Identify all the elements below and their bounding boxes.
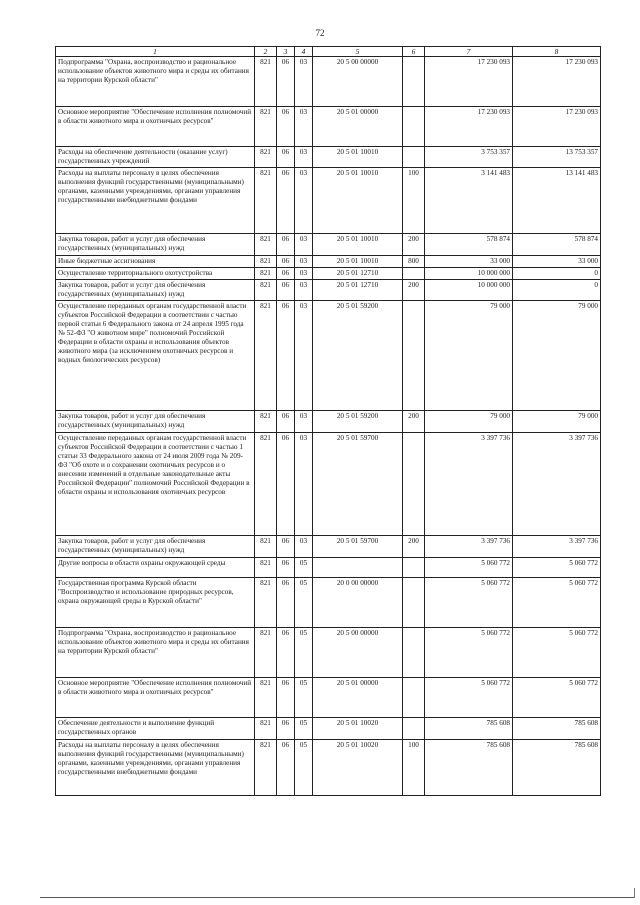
header-cell: 1: [56, 47, 255, 57]
target-article-cell: 20 5 01 10010: [313, 147, 403, 168]
target-article-cell: 20 5 01 00000: [313, 107, 403, 147]
subsection-cell: 05: [295, 578, 313, 628]
target-article-cell: 20 5 00 00000: [313, 628, 403, 678]
section-cell: 06: [277, 301, 295, 411]
admin-code-cell: 821: [255, 57, 277, 107]
section-cell: 06: [277, 433, 295, 536]
admin-code-cell: 821: [255, 107, 277, 147]
amount-year1-cell: 5 060 772: [425, 678, 513, 718]
section-cell: 06: [277, 107, 295, 147]
target-article-cell: 20 5 01 00000: [313, 678, 403, 718]
amount-year2-cell: 5 060 772: [513, 628, 601, 678]
subsection-cell: 03: [295, 536, 313, 558]
subsection-cell: 03: [295, 57, 313, 107]
amount-year2-cell: 33 000: [513, 256, 601, 268]
row-name-cell: Обеспечение деятельности и выполнение функций государственных органов: [56, 718, 255, 740]
expense-type-cell: [403, 57, 425, 107]
amount-year2-cell: 5 060 772: [513, 558, 601, 578]
subsection-cell: 03: [295, 433, 313, 536]
admin-code-cell: 821: [255, 558, 277, 578]
table-row: [56, 740, 601, 796]
expense-type-cell: [403, 578, 425, 628]
subsection-cell: 05: [295, 628, 313, 678]
amount-year1-cell: 17 230 093: [425, 57, 513, 107]
amount-year2-cell: 79 000: [513, 411, 601, 433]
row-name-cell: Государственная программа Курской области "Воспроизводство и использование природных ресурсов, охрана окружающей среды в Курской области": [56, 578, 255, 628]
header-cell: 4: [295, 47, 313, 57]
amount-year2-cell: 785 608: [513, 740, 601, 796]
expense-type-cell: 800: [403, 256, 425, 268]
header-cell: 2: [255, 47, 277, 57]
expense-type-cell: 100: [403, 168, 425, 234]
admin-code-cell: 821: [255, 678, 277, 718]
row-name-cell: Подпрограмма "Охрана, воспроизводство и рациональное использование объектов животного мира и среды их обитания на территории Курской области": [56, 628, 255, 678]
amount-year2-cell: 13 753 357: [513, 147, 601, 168]
table-row: [56, 301, 601, 411]
amount-year2-cell: 0: [513, 268, 601, 280]
amount-year1-cell: 3 397 736: [425, 536, 513, 558]
expense-type-cell: 200: [403, 411, 425, 433]
row-name-cell: Закупка товаров, работ и услуг для обеспечения государственных (муниципальных) нужд: [56, 536, 255, 558]
expense-type-cell: [403, 433, 425, 536]
table-row: [56, 168, 601, 234]
amount-year1-cell: 5 060 772: [425, 628, 513, 678]
subsection-cell: 03: [295, 411, 313, 433]
subsection-cell: 03: [295, 147, 313, 168]
target-article-cell: 20 5 01 10020: [313, 740, 403, 796]
amount-year1-cell: 5 060 772: [425, 558, 513, 578]
table-row: [56, 57, 601, 107]
header-cell: 6: [403, 47, 425, 57]
section-cell: 06: [277, 578, 295, 628]
expense-type-cell: [403, 718, 425, 740]
expense-type-cell: [403, 268, 425, 280]
section-cell: 06: [277, 411, 295, 433]
admin-code-cell: 821: [255, 718, 277, 740]
subsection-cell: 03: [295, 168, 313, 234]
expense-type-cell: [403, 107, 425, 147]
subsection-cell: 05: [295, 678, 313, 718]
table-row: [56, 628, 601, 678]
amount-year1-cell: 5 060 772: [425, 578, 513, 628]
amount-year1-cell: 3 141 483: [425, 168, 513, 234]
amount-year1-cell: 33 000: [425, 256, 513, 268]
expense-type-cell: [403, 301, 425, 411]
subsection-cell: 05: [295, 718, 313, 740]
admin-code-cell: 821: [255, 536, 277, 558]
amount-year1-cell: 785 608: [425, 718, 513, 740]
row-name-cell: Закупка товаров, работ и услуг для обеспечения государственных (муниципальных) нужд: [56, 234, 255, 256]
expense-type-cell: [403, 558, 425, 578]
target-article-cell: 20 5 01 10010: [313, 168, 403, 234]
subsection-cell: 03: [295, 234, 313, 256]
target-article-cell: 20 5 01 10010: [313, 256, 403, 268]
subsection-cell: 03: [295, 256, 313, 268]
amount-year2-cell: 3 397 736: [513, 433, 601, 536]
table-row: [56, 578, 601, 628]
amount-year1-cell: 3 397 736: [425, 433, 513, 536]
admin-code-cell: 821: [255, 433, 277, 536]
amount-year1-cell: 578 874: [425, 234, 513, 256]
subsection-cell: 03: [295, 280, 313, 301]
section-cell: 06: [277, 168, 295, 234]
subsection-cell: 05: [295, 558, 313, 578]
admin-code-cell: 821: [255, 268, 277, 280]
subsection-cell: 05: [295, 740, 313, 796]
target-article-cell: 20 5 01 59200: [313, 411, 403, 433]
amount-year1-cell: 785 608: [425, 740, 513, 796]
expense-type-cell: [403, 147, 425, 168]
amount-year1-cell: 79 000: [425, 411, 513, 433]
amount-year1-cell: 3 753 357: [425, 147, 513, 168]
section-cell: 06: [277, 280, 295, 301]
row-name-cell: Подпрограмма "Охрана, воспроизводство и рациональное использование объектов животного мира и среды их обитания на территории Курской области": [56, 57, 255, 107]
target-article-cell: [313, 558, 403, 578]
admin-code-cell: 821: [255, 147, 277, 168]
target-article-cell: 20 5 01 59700: [313, 433, 403, 536]
section-cell: 06: [277, 678, 295, 718]
amount-year1-cell: 10 000 000: [425, 280, 513, 301]
target-article-cell: 20 5 01 59200: [313, 301, 403, 411]
expense-type-cell: 200: [403, 280, 425, 301]
table-row: [56, 411, 601, 433]
target-article-cell: 20 5 01 10010: [313, 234, 403, 256]
section-cell: 06: [277, 536, 295, 558]
section-cell: 06: [277, 256, 295, 268]
section-cell: 06: [277, 268, 295, 280]
amount-year2-cell: 17 230 093: [513, 57, 601, 107]
amount-year2-cell: 13 141 483: [513, 168, 601, 234]
amount-year2-cell: 578 874: [513, 234, 601, 256]
table-row: [56, 433, 601, 536]
admin-code-cell: 821: [255, 234, 277, 256]
target-article-cell: 20 5 00 00000: [313, 57, 403, 107]
page-edge-mark: [634, 888, 635, 898]
subsection-cell: 03: [295, 268, 313, 280]
expense-type-cell: 100: [403, 740, 425, 796]
row-name-cell: Расходы на обеспечение деятельности (оказание услуг) государственных учреждений: [56, 147, 255, 168]
table-row: [56, 234, 601, 256]
amount-year2-cell: 5 060 772: [513, 678, 601, 718]
admin-code-cell: 821: [255, 280, 277, 301]
row-name-cell: Расходы на выплаты персоналу в целях обеспечения выполнения функций государственными (муниципальными) органами, казенными учреждениями, органами управления государственными внебюджетными фондами: [56, 740, 255, 796]
row-name-cell: Другие вопросы в области охраны окружающей среды: [56, 558, 255, 578]
target-article-cell: 20 5 01 12710: [313, 268, 403, 280]
admin-code-cell: 821: [255, 168, 277, 234]
table-row: [56, 678, 601, 718]
row-name-cell: Закупка товаров, работ и услуг для обеспечения государственных (муниципальных) нужд: [56, 280, 255, 301]
table-row: [56, 147, 601, 168]
expense-type-cell: [403, 678, 425, 718]
section-cell: 06: [277, 740, 295, 796]
section-cell: 06: [277, 718, 295, 740]
admin-code-cell: 821: [255, 256, 277, 268]
table-row: [56, 280, 601, 301]
amount-year1-cell: 79 000: [425, 301, 513, 411]
subsection-cell: 03: [295, 301, 313, 411]
budget-table: [55, 46, 601, 796]
table-header-row: [56, 47, 601, 57]
section-cell: 06: [277, 147, 295, 168]
header-cell: 8: [513, 47, 601, 57]
expense-type-cell: 200: [403, 234, 425, 256]
header-cell: 3: [277, 47, 295, 57]
amount-year2-cell: 785 608: [513, 718, 601, 740]
target-article-cell: 20 0 00 00000: [313, 578, 403, 628]
section-cell: 06: [277, 558, 295, 578]
table-row: [56, 718, 601, 740]
page-number: 72: [315, 28, 325, 38]
admin-code-cell: 821: [255, 578, 277, 628]
section-cell: 06: [277, 234, 295, 256]
section-cell: 06: [277, 57, 295, 107]
row-name-cell: Осуществление территориального охотустройства: [56, 268, 255, 280]
table-row: [56, 107, 601, 147]
admin-code-cell: 821: [255, 740, 277, 796]
row-name-cell: Основное мероприятие "Обеспечение исполнения полномочий в области животного мира и охотничьих ресурсов": [56, 678, 255, 718]
amount-year1-cell: 17 230 093: [425, 107, 513, 147]
row-name-cell: Осуществление переданных органам государственной власти субъектов Российской Федерации в соответствии с частью первой статьи 6 Федерального закона от 24 апреля 1995 года № 52-ФЗ "О животном мире" полномочий Российской Федерации в области охраны и использования объектов животного мира (за исключением охотничьих ресурсов и водных биологических ресурсов): [56, 301, 255, 411]
amount-year2-cell: 0: [513, 280, 601, 301]
page-bottom-rule: [40, 897, 635, 898]
row-name-cell: Осуществление переданных органам государственной власти субъектов Российской Федерации в соответствии с частью 1 статьи 33 Федерального закона от 24 июля 2009 года № 209-ФЗ "Об охоте и о сохранении охотничьих ресурсов и о внесении изменений в отдельные законодательные акты Российской Федерации" полномочий Российской Федерации в области охраны и использования охотничьих ресурсов: [56, 433, 255, 536]
header-cell: 7: [425, 47, 513, 57]
table-row: [56, 268, 601, 280]
admin-code-cell: 821: [255, 628, 277, 678]
header-cell: 5: [313, 47, 403, 57]
expense-type-cell: 200: [403, 536, 425, 558]
subsection-cell: 03: [295, 107, 313, 147]
row-name-cell: Основное мероприятие "Обеспечение исполнения полномочий в области животного мира и охотничьих ресурсов": [56, 107, 255, 147]
table-row: [56, 536, 601, 558]
amount-year2-cell: 79 000: [513, 301, 601, 411]
admin-code-cell: 821: [255, 301, 277, 411]
target-article-cell: 20 5 01 59700: [313, 536, 403, 558]
amount-year2-cell: 3 397 736: [513, 536, 601, 558]
amount-year2-cell: 17 230 093: [513, 107, 601, 147]
amount-year2-cell: 5 060 772: [513, 578, 601, 628]
table-row: [56, 256, 601, 268]
admin-code-cell: 821: [255, 411, 277, 433]
table-row: [56, 558, 601, 578]
section-cell: 06: [277, 628, 295, 678]
amount-year1-cell: 10 000 000: [425, 268, 513, 280]
expense-type-cell: [403, 628, 425, 678]
row-name-cell: Закупка товаров, работ и услуг для обеспечения государственных (муниципальных) нужд: [56, 411, 255, 433]
target-article-cell: 20 5 01 12710: [313, 280, 403, 301]
row-name-cell: Расходы на выплаты персоналу в целях обеспечения выполнения функций государственными (муниципальными) органами, казенными учреждениями, органами управления государственными внебюджетными фондами: [56, 168, 255, 234]
row-name-cell: Иные бюджетные ассигнования: [56, 256, 255, 268]
target-article-cell: 20 5 01 10020: [313, 718, 403, 740]
